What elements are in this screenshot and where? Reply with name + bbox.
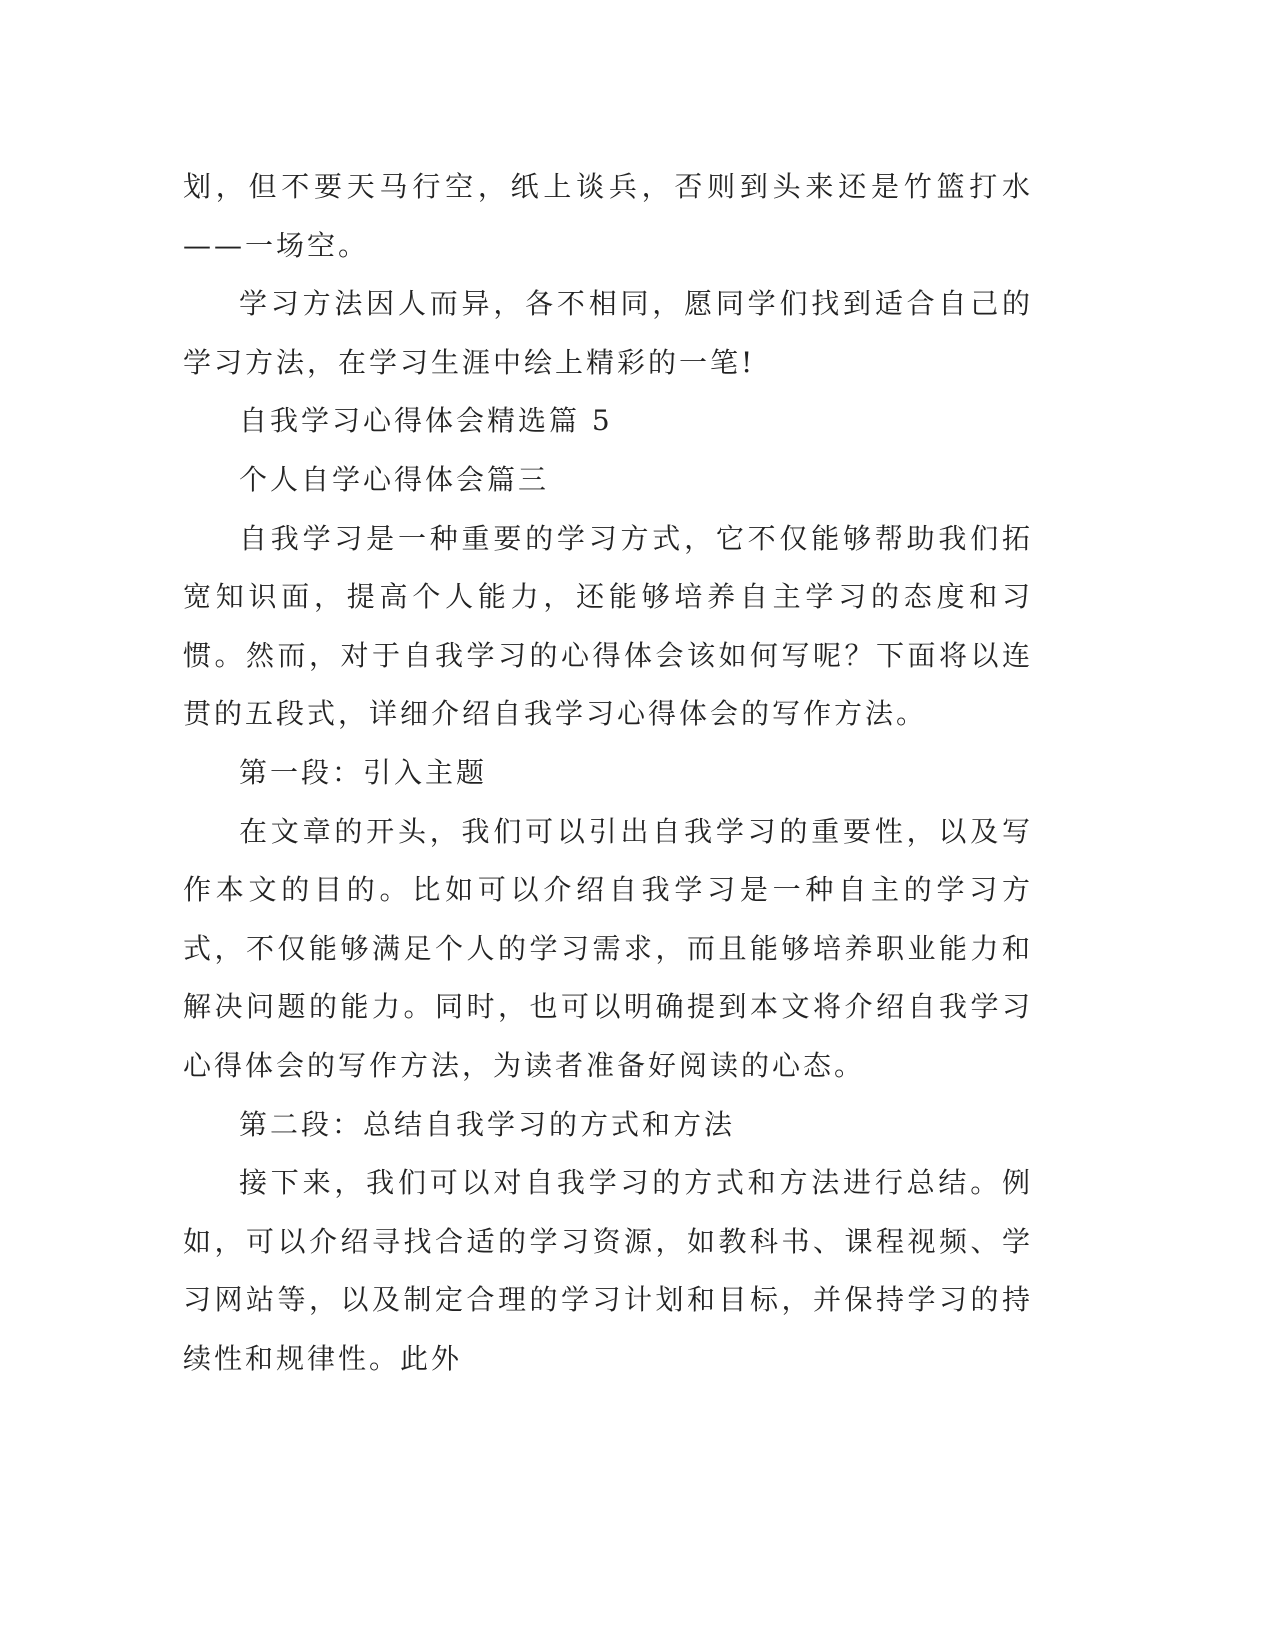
heading-part-one: 第一段：引入主题 [239,755,488,789]
article-title: 个人自学心得体会篇三 [239,462,550,496]
heading-part-two: 第二段：总结自我学习的方式和方法 [239,1107,736,1141]
section-title: 自我学习心得体会精选篇 5 [239,404,613,438]
paragraph-closing: 学习方法因人而异，各不相同，愿同学们找到适合自己的学习方法，在学习生涯中绘上精彩的一笔! [183,287,1033,379]
document-body [183,158,1033,1388]
paragraph-part-one: 在文章的开头，我们可以引出自我学习的重要性，以及写作本文的目的。比如可以介绍自我学习是一种自主的学习方式，不仅能够满足个人的学习需求，而且能够培养职业能力和解决问题的能力。同时，也可以明确提到本文将介绍自我学习心得体会的写作方法，为读者准备好阅读的心态。 [183,814,1033,1082]
paragraph-continuation: 划，但不要天马行空，纸上谈兵，否则到头来还是竹篮打水——一场空。 [183,170,1033,262]
paragraph-part-two: 接下来，我们可以对自我学习的方式和方法进行总结。例如，可以介绍寻找合适的学习资源，如教科书、课程视频、学习网站等，以及制定合理的学习计划和目标，并保持学习的持续性和规律性。此外 [183,1166,1033,1375]
paragraph-intro: 自我学习是一种重要的学习方式，它不仅能够帮助我们拓宽知识面，提高个人能力，还能够培养自主学习的态度和习惯。然而，对于自我学习的心得体会该如何写呢？下面将以连贯的五段式，详细介绍自我学习心得体会的写作方法。 [183,521,1033,731]
